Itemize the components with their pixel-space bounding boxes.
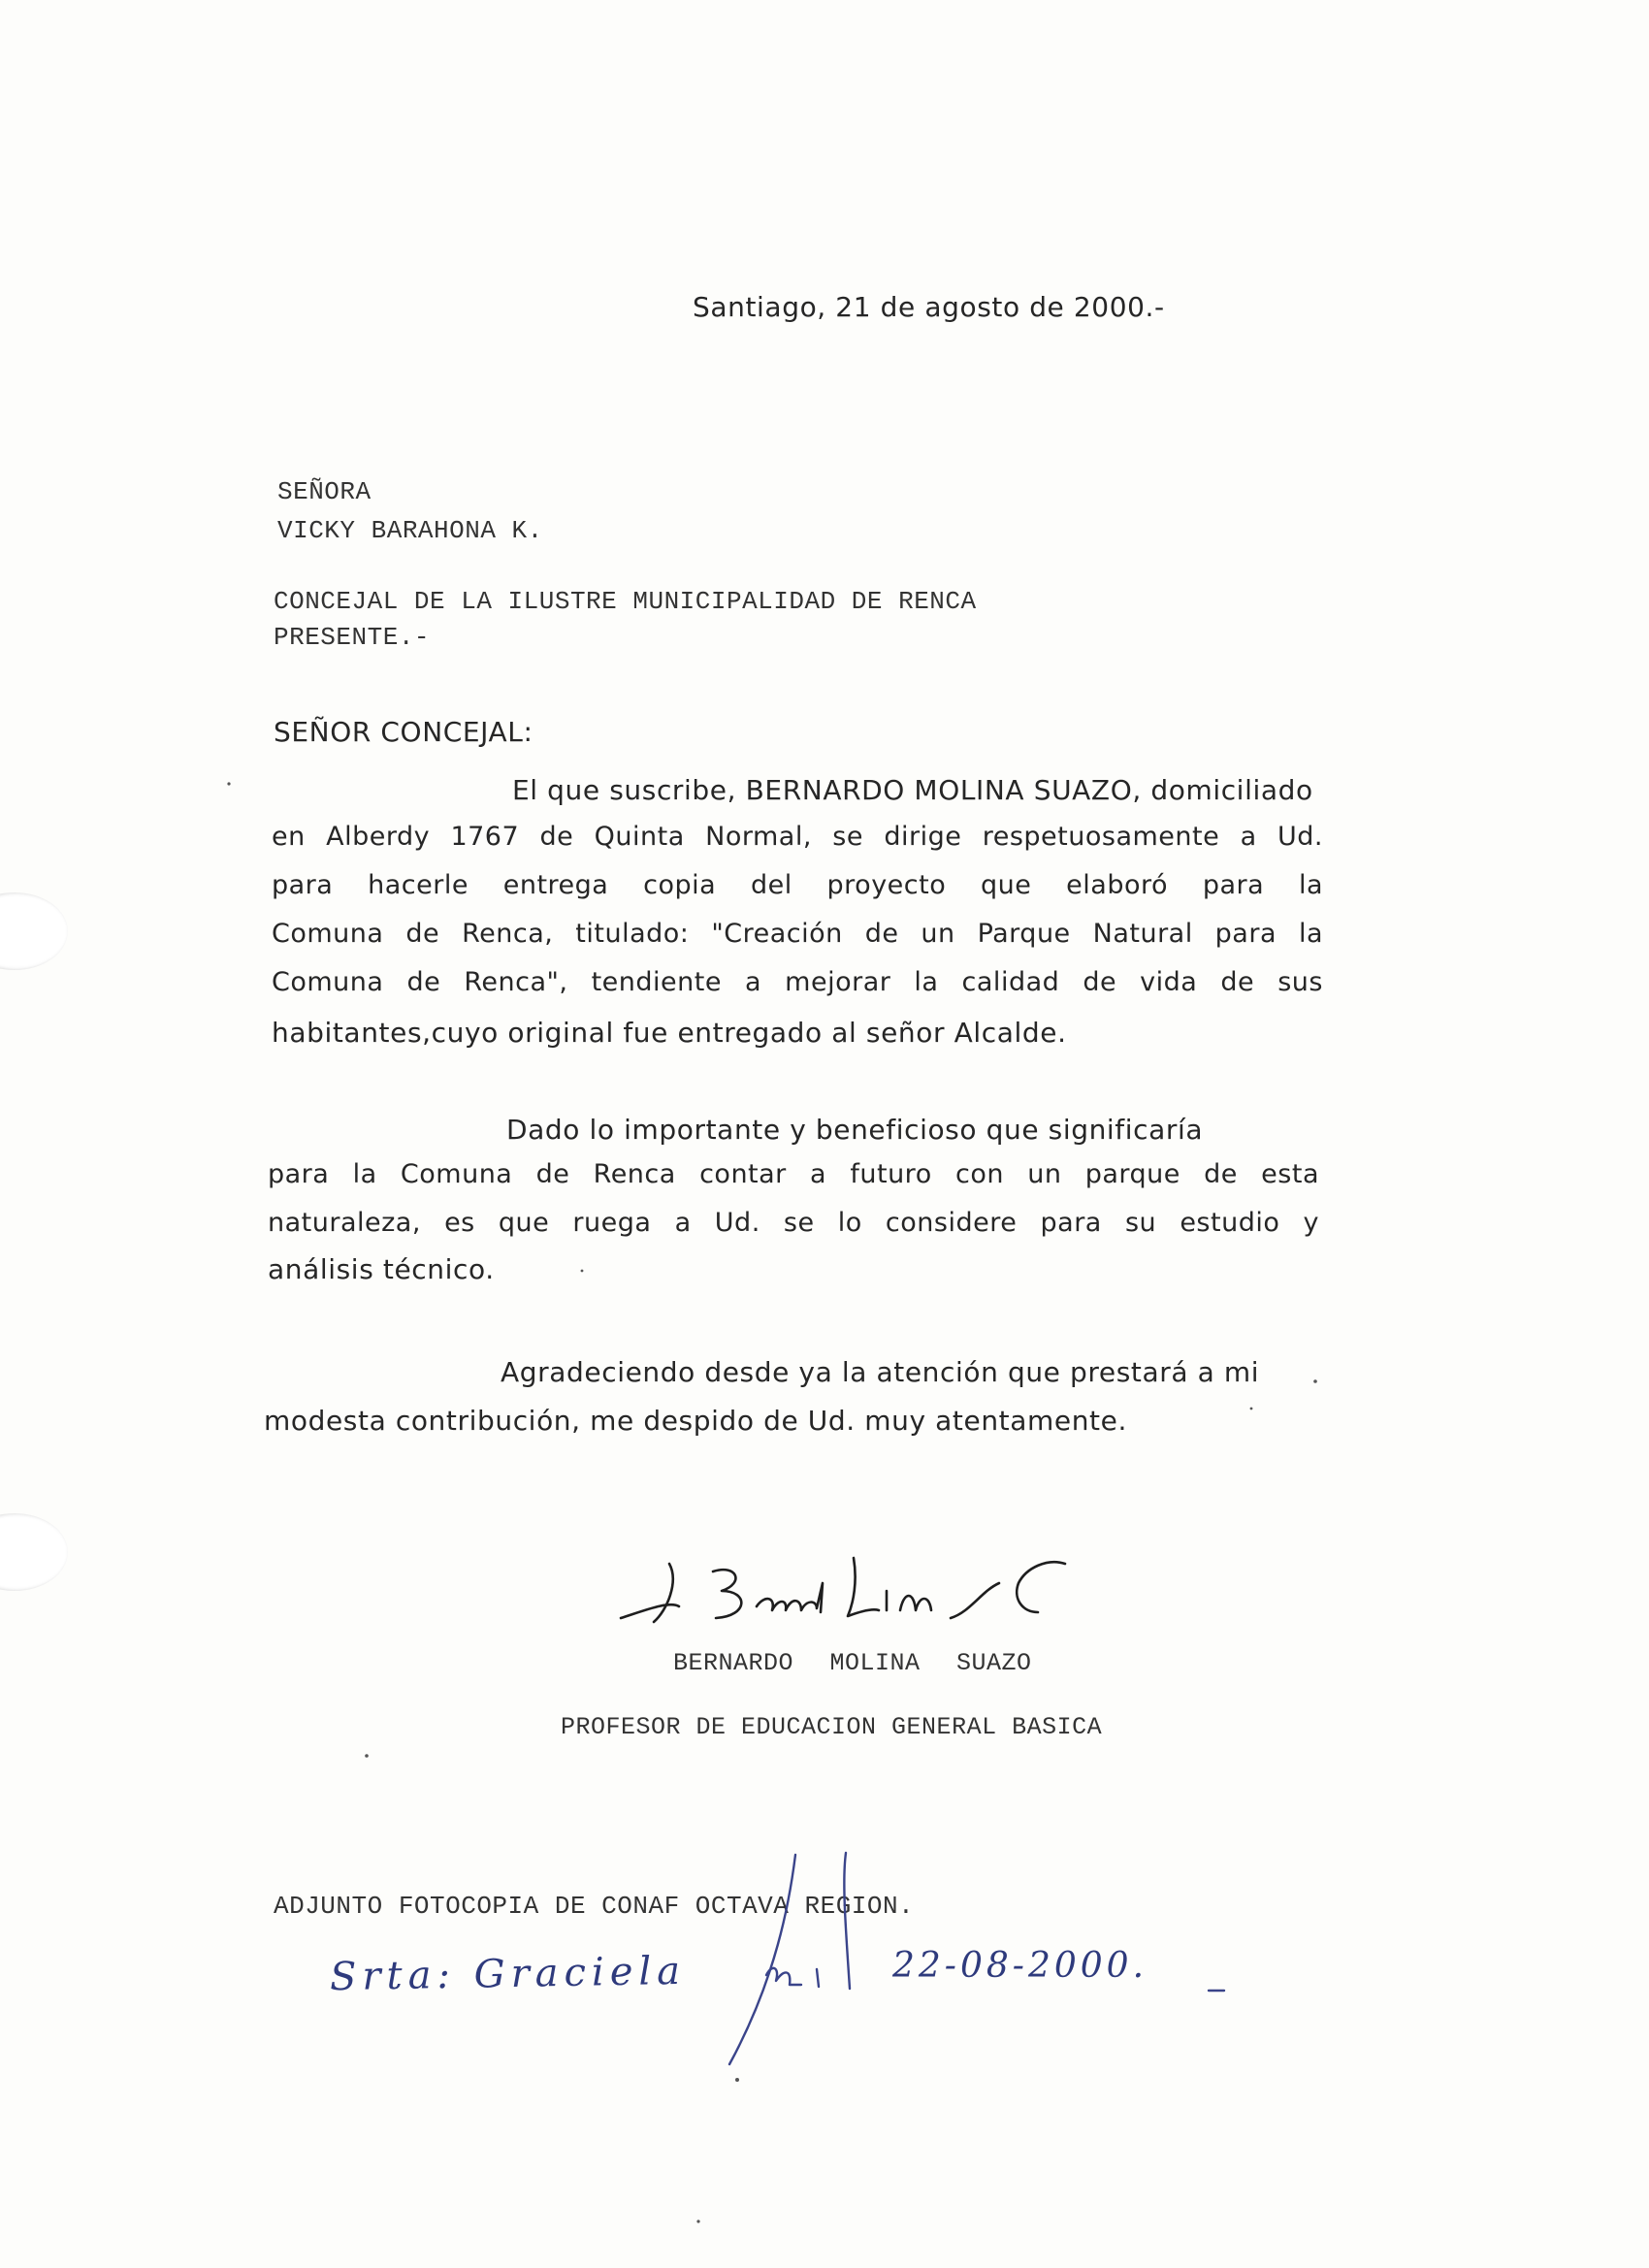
- paragraph-1-line-5: Comuna de Renca", tendiente a mejorar la calidad de vida de sus: [272, 967, 1323, 997]
- paragraph-3-first-line: Agradeciendo desde ya la atención que prestará a mi: [501, 1356, 1260, 1388]
- paragraph-1-first-line: El que suscribe, BERNARDO MOLINA SUAZO, domiciliado: [512, 774, 1313, 806]
- recipient-presente: PRESENTE.-: [274, 623, 431, 652]
- paragraph-2-first-line: Dado lo importante y beneficioso que significaría: [506, 1114, 1204, 1146]
- handwritten-note-text: Srta: Graciela: [329, 1948, 687, 2000]
- recipient-salutation-title: SEÑORA: [277, 477, 372, 506]
- handwritten-note-date: 22-08-2000.: [892, 1946, 1148, 1986]
- recipient-position: CONCEJAL DE LA ILUSTRE MUNICIPALIDAD DE RENCA: [274, 587, 977, 616]
- signature-title: PROFESOR DE EDUCACION GENERAL BASICA: [561, 1713, 1103, 1741]
- paragraph-1-line-3: para hacerle entrega copia del proyecto que elaboró para la: [272, 870, 1323, 900]
- paragraph-3-last-line: modesta contribución, me despido de Ud. muy atentamente.: [264, 1405, 1127, 1437]
- attachment-note: ADJUNTO FOTOCOPIA DE CONAF OCTAVA REGION.: [274, 1892, 915, 1921]
- paragraph-2-line-2: para la Comuna de Renca contar a futuro con un parque de esta: [268, 1159, 1319, 1189]
- signature-name: BERNARDO MOLINA SUAZO: [673, 1649, 1032, 1677]
- paragraph-1-last-line: habitantes,cuyo original fue entregado al señor Alcalde.: [272, 1017, 1067, 1049]
- recipient-name: VICKY BARAHONA K.: [277, 516, 543, 545]
- date-line: Santiago, 21 de agosto de 2000.-: [693, 291, 1165, 323]
- paragraph-2-last-line: análisis técnico.: [268, 1253, 495, 1285]
- paragraph-2-line-3: naturaleza, es que ruega a Ud. se lo considere para su estudio y: [268, 1208, 1319, 1238]
- paragraph-1-line-4: Comuna de Renca, titulado: "Creación de un Parque Natural para la: [272, 919, 1323, 949]
- paragraph-1-line-2: en Alberdy 1767 de Quinta Normal, se dirige respetuosamente a Ud.: [272, 822, 1323, 852]
- greeting: SEÑOR CONCEJAL:: [274, 716, 534, 748]
